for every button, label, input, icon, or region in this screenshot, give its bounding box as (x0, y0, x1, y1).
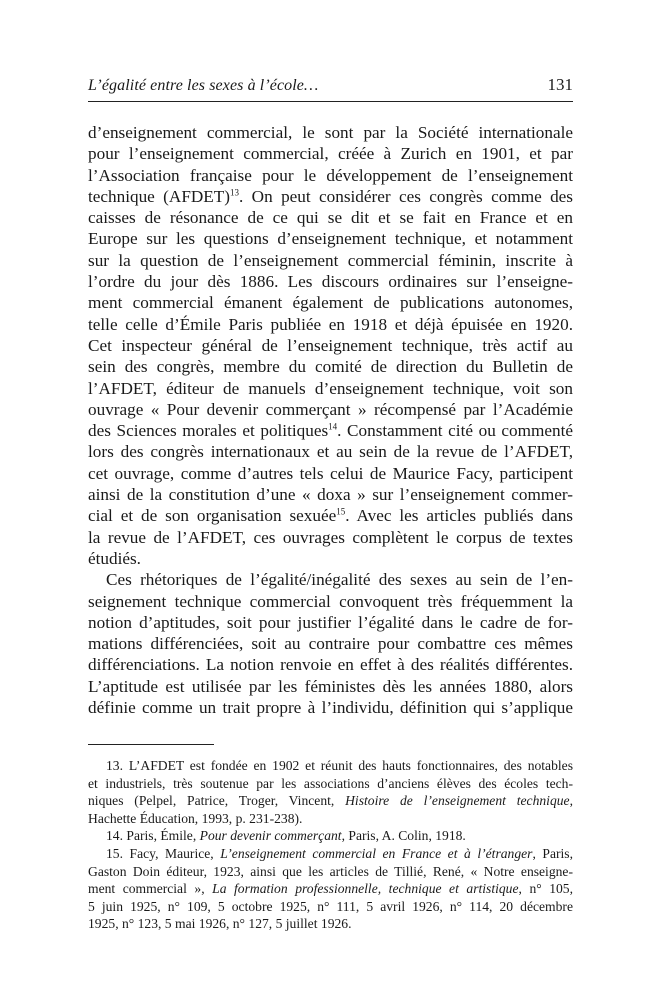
note-ref-15[interactable]: 15 (336, 506, 346, 517)
footnote-line: 5 juin 1925, n° 109, 5 octobre 1925, n° 111, 5 avril 1926, n° 114, 20 décembre (88, 898, 573, 914)
text-line: lors des congrès internationaux et au sein de la revue de l’AFDET, (88, 442, 573, 462)
text-line: ouvrage « Pour devenir commerçant » récompensé par l’Académie (88, 399, 573, 419)
text-line: des Sciences morales et politiques$^{14}$. Constamment cité ou commenté (88, 421, 573, 441)
text-line: Europe sur les questions d’enseignement technique, et notamment (88, 229, 573, 249)
footnote-line: Gaston Doin éditeur, 1923, ainsi que les articles de Tillié, René, « Notre enseigne- (88, 863, 573, 879)
text-line: l’ordre du jour dès 1886. Les discours ordinaires sur l’enseigne- (88, 272, 573, 292)
footnote-13 (88, 757, 573, 827)
running-header (88, 77, 573, 102)
footnote-line: 13. L’AFDET est fondée en 1902 et réunit des hauts fonctionnaires, des notables (106, 758, 573, 773)
footnote-line: 1925, n° 123, 5 mai 1926, n° 127, 5 juillet 1926. (88, 916, 352, 932)
note-ref-13[interactable]: 13 (230, 187, 240, 198)
text-line: telle celle d’Émile Paris publiée en 1918 et déjà épuisée en 1920. (88, 314, 573, 334)
footnote-line: niques (Pelpel, Patrice, Troger, Vincent, Histoire de l’enseignement technique, (88, 793, 573, 809)
note-ref-14[interactable]: 14 (328, 421, 338, 432)
text-line: notion d’aptitudes, soit pour justifier l’égalité dans le cadre de for- (88, 612, 573, 632)
text-line: l’AFDET, éditeur de manuels d’enseignement technique, voit son (88, 378, 573, 398)
text-line: sur la question de l’enseignement commercial féminin, inscrite à (88, 250, 573, 270)
text-line: ainsi de la constitution d’une « doxa » sur l’enseignement commer- (88, 485, 573, 505)
text-line: la revue de l’AFDET, ces ouvrages complètent le corpus de textes (88, 527, 573, 547)
text-line: mations différenciées, soit au contraire pour combattre ces mêmes (88, 634, 573, 654)
footnote-separator (88, 744, 214, 745)
main-text (88, 122, 573, 718)
text-line: l’Association française pour le développement de l’enseignement (88, 165, 573, 185)
footnote-14 (88, 827, 573, 845)
footnote-line: Hachette Éducation, 1993, p. 231-238). (88, 810, 303, 826)
page-number: 131 (547, 75, 573, 94)
text-line: ment commercial émanent également de publications autonomes, (88, 293, 573, 313)
text-line: d’enseignement commercial, le sont par la Société internationale (88, 123, 573, 142)
footnote-line: 15. Facy, Maurice, L’enseignement commercial en France et à l’étranger, Paris, (106, 845, 573, 861)
text-line: définie comme un trait propre à l’individu, définition qui s’applique (88, 698, 573, 718)
text-line: cet ouvrage, comme d’autres tels celui de Maurice Facy, participent (88, 463, 573, 483)
footnote-line: 14. Paris, Émile, Pour devenir commerçant, Paris, A. Colin, 1918. (106, 828, 466, 844)
text-line: sein des congrès, membre du comité de direction du Bulletin de (88, 357, 573, 377)
text-line: caisses de résonance de ce qui se dit et se fait en France et en (88, 208, 573, 228)
text-line: L’aptitude est utilisée par les féministes dès les années 1880, alors (88, 676, 573, 696)
footnote-line: ment commercial », La formation professionnelle, technique et artistique, n° 105, (88, 881, 574, 897)
text-line: seignement technique commercial convoquent très fréquemment la (88, 591, 573, 611)
footnote-15 (88, 845, 573, 933)
text-line: Cet inspecteur général de l’enseignement technique, très actif au (88, 335, 573, 355)
text-line: technique (AFDET)$^{13}$. On peut considérer ces congrès comme des (88, 186, 573, 206)
text-line: cial et de son organisation sexuée$^{15}$. Avec les articles publiés dans (88, 506, 573, 526)
text-line: étudiés. (88, 548, 141, 568)
footnotes (88, 757, 573, 933)
text-line: pour l’enseignement commercial, créée à Zurich en 1901, et par (88, 144, 573, 164)
text-line: Ces rhétoriques de l’égalité/inégalité des sexes au sein de l’en- (106, 570, 573, 590)
text-line: différenciations. La notion renvoie en effet à des réalités différentes. (88, 655, 573, 675)
footnote-line: et industriels, très soutenue par les associations d’anciens élèves des écoles tech- (88, 775, 573, 791)
running-title: L’égalité entre les sexes à l’école… (88, 77, 319, 94)
